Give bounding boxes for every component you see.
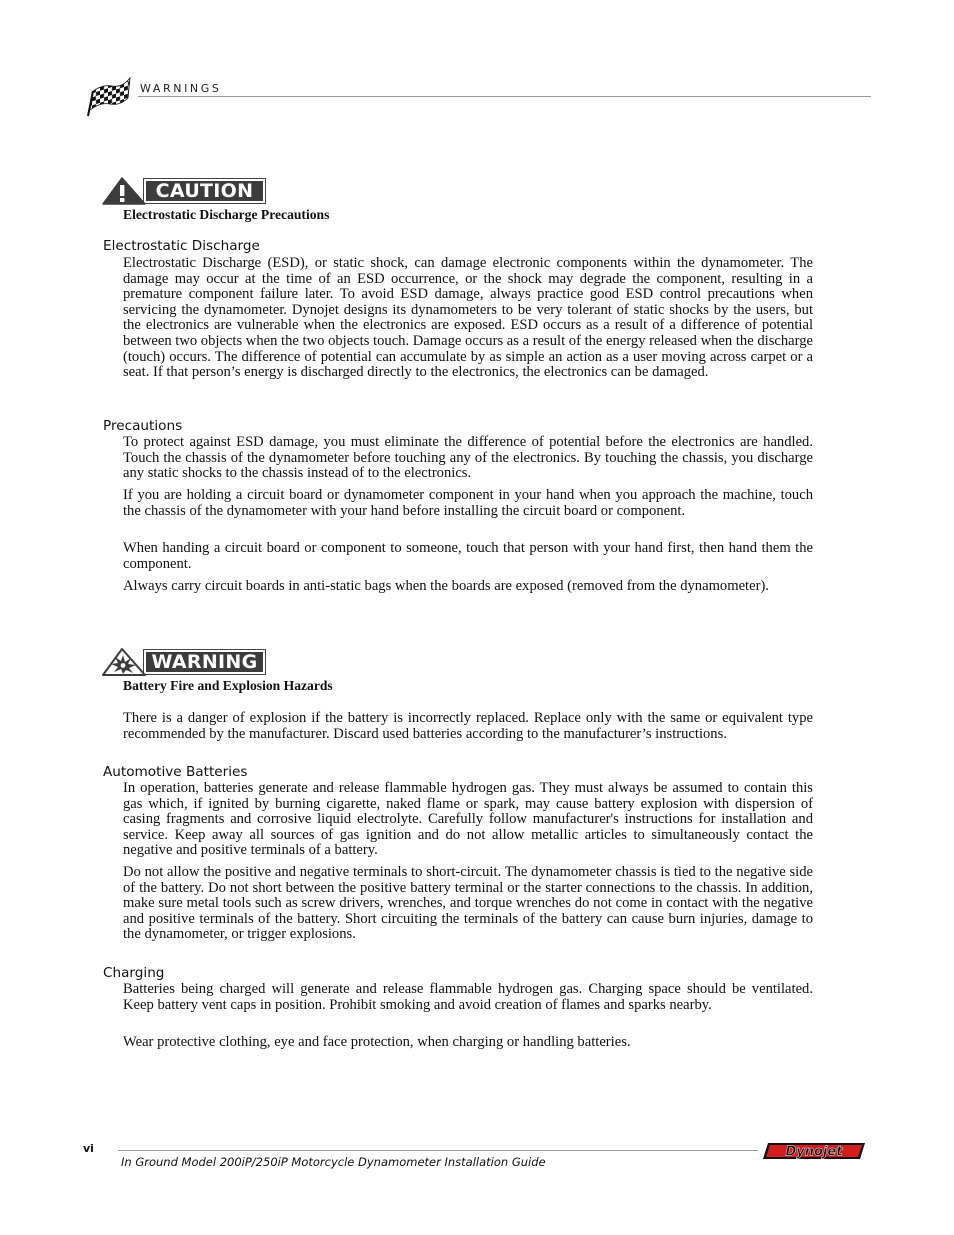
header-rule <box>138 96 871 97</box>
dynojet-logo <box>762 1142 866 1160</box>
footer-doc-title: In Ground Model 200iP/250iP Motorcycle Dynamometer Installation Guide <box>121 1155 546 1169</box>
footer-rule <box>118 1150 758 1151</box>
subheading-precautions: Precautions <box>103 418 183 434</box>
paragraph-precautions-2: If you are holding a circuit board or dynamometer component in your hand when you approach the machine, touch the chassis of the dynamometer with your hand before installing the circuit board or component. <box>123 487 813 519</box>
warning-badge-label: WARNING <box>146 652 263 672</box>
subheading-charging: Charging <box>103 965 165 981</box>
paragraph-precautions-1: To protect against ESD damage, you must eliminate the difference of potential before the electronics are handled. Touch the chassis of the dynamometer before touching any of the electronics. By touching the chassis, you discharge any static shocks to the chassis instead of to the electronics. <box>123 434 813 482</box>
paragraph-esd-overview: Electrostatic Discharge (ESD), or static shock, can damage electronic components within the dynamometer. The damage may occur at the time of an ESD occurrence, or the shock may degrade the component, resulting in a premature component failure later. To avoid ESD damage, always practice good ESD control precautions when servicing the dynamometer. Dynojet designs its dynamometers to be very tolerant of static shocks by the users, but the electronics are vulnerable when the electronics are exposed. ESD occurs as a result of a difference of potential between two objects when the two objects touch. Damage occurs as a result of the energy released when the discharge (touch) occurs. The difference of potential can accumulate by as simple an action as a user moving across carpet or a seat. If that person’s energy is discharged directly to the electronics, the electronics can be damaged. <box>123 255 813 381</box>
section-header: WARNINGS <box>140 82 222 95</box>
page-number: vi <box>83 1142 94 1155</box>
dynojet-logo-text: Dynojet <box>785 1144 843 1160</box>
subheading-electrostatic-discharge: Electrostatic Discharge <box>103 238 260 254</box>
subheading-automotive-batteries: Automotive Batteries <box>103 764 248 780</box>
warning-explosion-icon <box>101 647 147 677</box>
caution-title: Electrostatic Discharge Precautions <box>123 207 330 222</box>
caution-badge <box>101 176 266 206</box>
paragraph-battery-intro: There is a danger of explosion if the battery is incorrectly replaced. Replace only with the same or equivalent type recommended by the manufacturer. Discard used batteries according to the manufacturer’s instructions. <box>123 710 813 742</box>
paragraph-precautions-4: Always carry circuit boards in anti-static bags when the boards are exposed (removed from the dynamometer). <box>123 578 769 594</box>
paragraph-automotive-2: Do not allow the positive and negative terminals to short-circuit. The dynamometer chassis is tied to the negative side of the battery. Do not short between the positive battery terminal or the starter connections to the chassis. In addition, make sure metal tools such as screw drivers, wrenches, and torque wrenches do not come in contact with the negative and positive terminals of the battery. Short circuiting the terminals of the battery can cause burn injuries, damage to the dynamometer, or trigger explosions. <box>123 864 813 943</box>
warning-title: Battery Fire and Explosion Hazards <box>123 678 333 693</box>
caution-badge-label: CAUTION <box>146 181 263 201</box>
warning-badge <box>101 647 266 677</box>
paragraph-precautions-3: When handing a circuit board or component to someone, touch that person with your hand first, then hand them the component. <box>123 540 813 572</box>
paragraph-charging-1: Batteries being charged will generate and release flammable hydrogen gas. Charging space should be ventilated. Keep battery vent caps in position. Prohibit smoking and avoid creation of flames and sparks nearby. <box>123 981 813 1013</box>
caution-triangle-icon <box>101 176 147 206</box>
checkered-flag-icon <box>84 76 132 118</box>
paragraph-automotive-1: In operation, batteries generate and release flammable hydrogen gas. They must always be assumed to contain this gas which, if ignited by burning cigarette, naked flame or spark, may cause battery explosion with dispersion of casing fragments and corrosive liquid electrolyte. Carefully follow manufacturer's instructions for installation and service. Keep away all sources of gas ignition and do not allow metallic articles to simultaneously contact the negative and positive terminals of a battery. <box>123 780 813 859</box>
paragraph-charging-2: Wear protective clothing, eye and face protection, when charging or handling batteries. <box>123 1034 631 1050</box>
